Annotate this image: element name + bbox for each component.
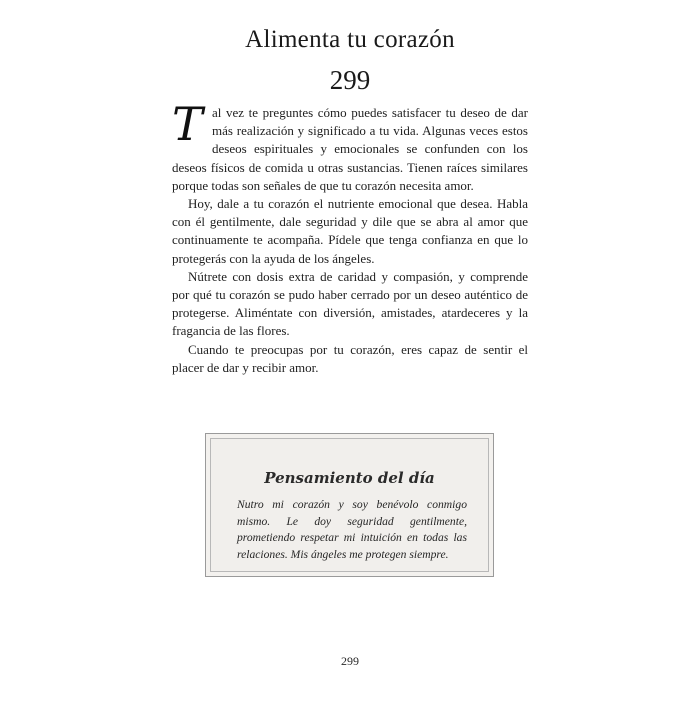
drop-cap: T bbox=[172, 97, 203, 151]
paragraph-2: Hoy, dale a tu corazón el nutriente emocional que desea. Habla con él gentilmente, dale seguridad y dile que se abra al amor que continuamente te acompaña. Pídele que tenga confianza en que lo protegerás con la ayuda de los ángeles. bbox=[172, 196, 528, 266]
paragraph-1 bbox=[172, 97, 528, 195]
paragraph-4: Cuando te preocupas por tu corazón, eres capaz de sentir el placer de dar y recibir amor. bbox=[172, 341, 528, 375]
page-number: 299 bbox=[341, 654, 359, 668]
paragraph-3: Nútrete con dosis extra de caridad y compasión, y comprende por qué tu corazón se pudo haber cerrado por un deseo auténtico de protegerse. Aliméntate con diversión, amistades, atardeceres y la fragancia de las flores. bbox=[172, 268, 528, 339]
thought-of-the-day-box bbox=[205, 433, 494, 577]
body-text bbox=[172, 97, 528, 377]
page-title: Alimenta tu corazón bbox=[245, 26, 455, 53]
paragraph-1-text: al vez te preguntes cómo puedes satisfacer tu deseo de dar más realización y significado a tu vida. Algunas veces estos deseos espirituales y emocionales se confunden con los deseos físicos de comida u otras sustancias. Tienen raíces similares porque todas son señales de que tu corazón necesita amor. bbox=[172, 105, 528, 193]
thought-box-inner-border bbox=[210, 438, 489, 572]
entry-number: 299 bbox=[329, 65, 371, 95]
thought-box-title: Pensamiento del día bbox=[264, 469, 435, 487]
thought-box-text: Nutro mi corazón y soy benévolo conmigo mismo. Le doy seguridad gentilmente, prometiendo respetar mi intuición en todas las relaciones. Mis ángeles me protegen siempre. bbox=[237, 498, 467, 561]
